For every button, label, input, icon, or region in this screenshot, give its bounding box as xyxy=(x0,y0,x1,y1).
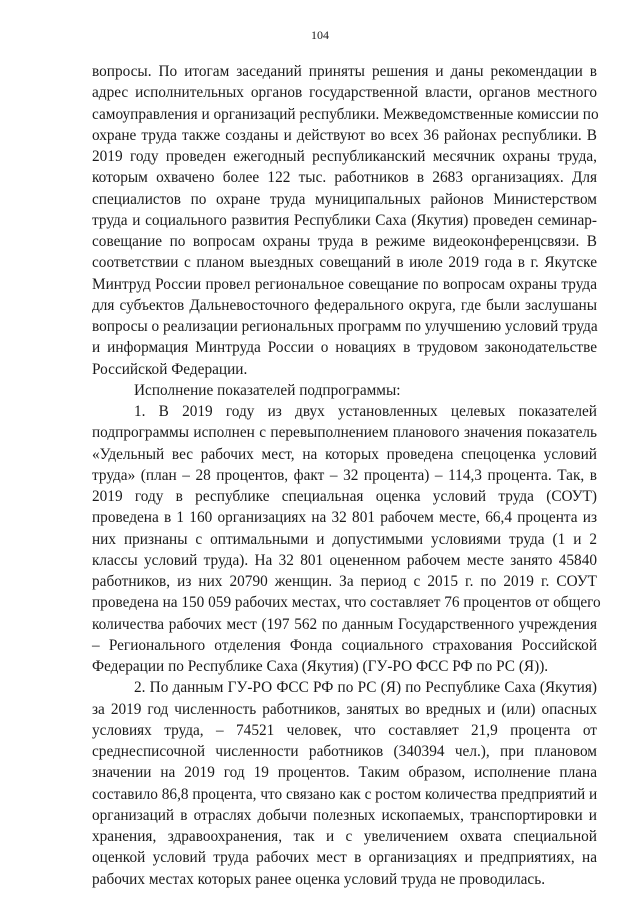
text-line: для субъектов Дальневосточного федерального округа, где были заслушаны xyxy=(92,296,597,314)
text-line: Минтруд России провел региональное совещание по вопросам охраны труда xyxy=(92,275,597,293)
text-line: условиях труда, – 74521 человек, что составляет 21,9 процента от xyxy=(92,721,597,739)
text-line: них признаны с оптимальными и допустимыми условиями труда (1 и 2 xyxy=(92,530,597,548)
text-line: и информация Минтруда России о новациях в трудовом законодательстве xyxy=(92,339,597,357)
text-line: самоуправления и организаций республики. Межведомственные комиссии по xyxy=(92,105,599,123)
text-line: классы условий труда). На 32 801 оцененном рабочем месте занято 45840 xyxy=(92,551,597,569)
text-line: Российской Федерации. xyxy=(92,360,248,378)
text-line: проведена в 1 160 организациях на 32 801 рабочем месте, 66,4 процента из xyxy=(92,509,597,527)
text-line: значении на 2019 год 19 процентов. Таким образом, исполнение плана xyxy=(92,764,597,782)
text-line: 1. В 2019 году из двух установленных целевых показателей xyxy=(134,403,597,420)
text-line: рабочих местах которых ранее оценка условий труда не проводилась. xyxy=(92,870,546,888)
page-number: 104 xyxy=(311,28,329,42)
text-line: количества рабочих мест (197 562 по данным Государственного учреждения xyxy=(92,615,597,633)
text-line: Исполнение показателей подпрограммы: xyxy=(134,381,401,399)
text-line: составило 86,8 процента, что связано как с ростом количества предприятий и xyxy=(92,785,598,803)
text-line: охране труда также созданы и действуют во всех 36 районах республики. В xyxy=(92,126,597,144)
text-line: адрес исполнительных органов государственной власти, органов местного xyxy=(92,84,597,102)
text-line: проведена на 150 059 рабочих местах, что составляет 76 процентов от общего xyxy=(92,594,601,612)
text-line: «Удельный вес рабочих мест, на которых проведена спецоценка условий xyxy=(92,445,597,463)
text-line: за 2019 год численность работников, занятых во вредных и (или) опасных xyxy=(92,700,597,718)
text-line: оценкой условий труда рабочих мест в организациях и предприятиях, на xyxy=(92,849,597,867)
text-line: среднесписочной численности работников (340394 чел.), при плановом xyxy=(92,743,597,760)
text-line: 2019 году проведен ежегодный республиканский месячник охраны труда, xyxy=(92,148,597,165)
text-line: 2019 году в республике специальная оценка условий труда (СОУТ) xyxy=(92,488,597,505)
text-line: организаций в отраслях добычи полезных ископаемых, транспортировки и xyxy=(92,806,597,824)
text-line: труда» (план – 28 процентов, факт – 32 процента) – 114,3 процента. Так, в xyxy=(92,466,597,484)
text-line: которым охвачено более 122 тыс. работников в 2683 организациях. Для xyxy=(92,169,597,187)
text-line: 2. По данным ГУ-РО ФСС РФ по РС (Я) по Республике Саха (Якутия) xyxy=(134,679,597,697)
text-line: специалистов по охране труда муниципальных районов Министерством xyxy=(92,190,597,208)
text-line: работников, из них 20790 женщин. За период с 2015 г. по 2019 г. СОУТ xyxy=(92,573,597,590)
text-line: вопросы о реализации региональных программ по улучшению условий труда xyxy=(92,318,598,335)
document-body xyxy=(92,61,601,890)
text-line: подпрограммы исполнен с перевыполнением планового значения показатель xyxy=(92,424,597,442)
text-line: соответствии с планом выездных совещаний в июле 2019 года в г. Якутске xyxy=(92,254,597,272)
text-line: труда и социального развития Республики Саха (Якутия) проведен семинар- xyxy=(92,211,597,229)
text-line: вопросы. По итогам заседаний приняты решения и даны рекомендации в xyxy=(92,63,597,80)
text-line: Федерации по Республике Саха (Якутия) (ГУ-РО ФСС РФ по РС (Я)). xyxy=(92,658,549,675)
text-line: хранения, здравоохранения, так и с увеличением охвата специальной xyxy=(92,828,597,845)
text-line: совещание по вопросам охраны труда в режиме видеоконференцсвязи. В xyxy=(92,233,597,250)
text-line: – Регионального отделения Фонда социального страхования Российской xyxy=(92,636,597,654)
